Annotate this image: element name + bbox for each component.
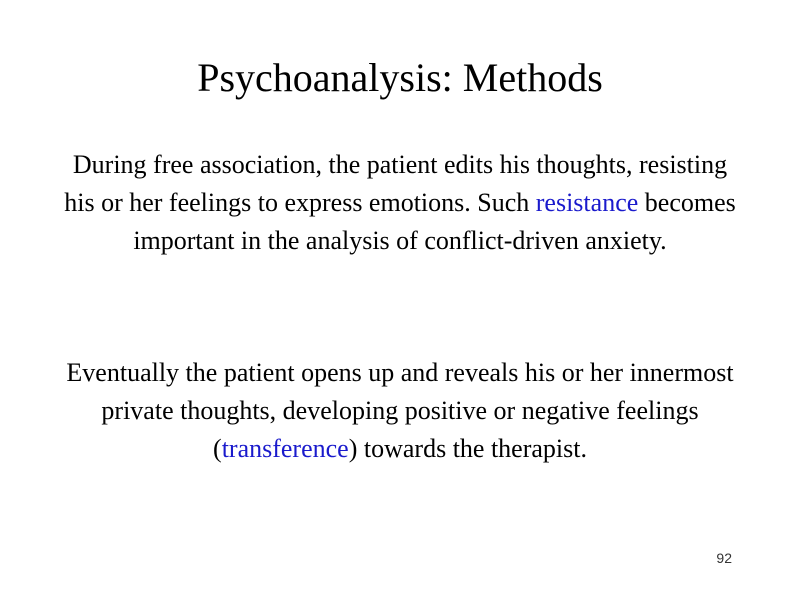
page-number: 92 [716,550,732,566]
slide-title: Psychoanalysis: Methods [197,55,603,100]
paragraph-transference [60,354,740,468]
term-transference: transference [221,434,349,463]
paragraph-free-association [60,146,740,260]
paragraph-text: Eventually the patient opens up and reveals his or her innermost private thoughts, developing positive or negative feelings ( [66,358,734,463]
paragraph-text: ) towards the therapist. [348,434,587,463]
paragraph-text: During free association, the patient edits his thoughts, resisting his or her feelings to express emotions. Such [64,150,728,217]
term-resistance: resistance [535,188,639,217]
paragraph-text: becomes important in the analysis of conflict-driven anxiety. [133,188,736,255]
